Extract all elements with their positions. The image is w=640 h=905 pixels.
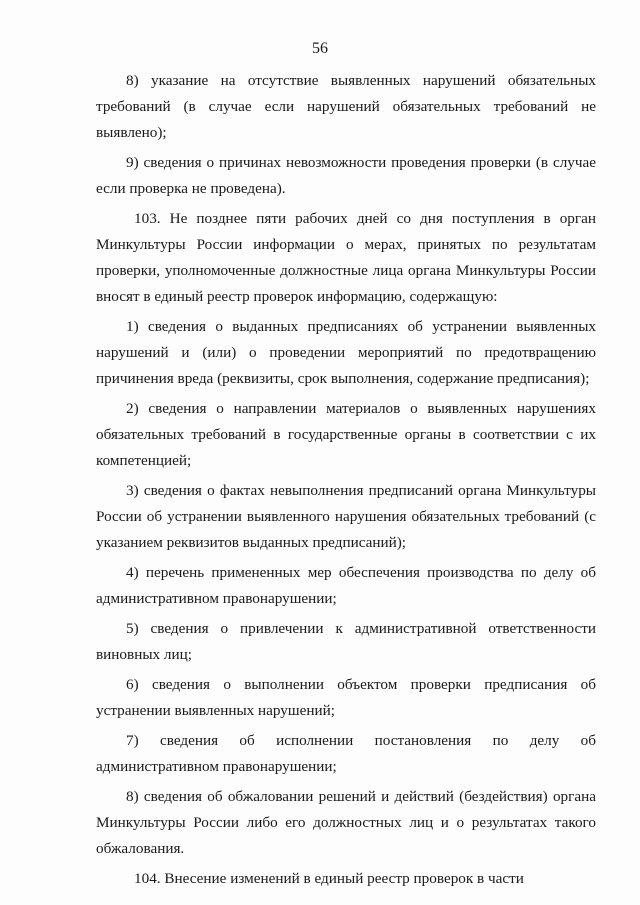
paragraph-item-1-prescriptions: 1) сведения о выданных предписаниях об устранении выявленных нарушений и (или) о проведении мероприятий по предотвращению причинения вреда (реквизиты, срок выполнения, содержание предписания); [96,318,596,387]
paragraph-item-5-liability: 5) сведения о привлечении к административной ответственности виновных лиц; [96,620,596,663]
paragraph-clause-103: 103. Не позднее пяти рабочих дней со дня поступления в орган Минкультуры России информации о мерах, принятых по результатам проверки, уполномоченные должностные лица органа Минкультуры России вносят в единый реестр проверок информацию, содержащую: [96,210,596,305]
paragraph-item-3-non-fulfillment: 3) сведения о фактах невыполнения предписаний органа Минкультуры России об устранении выявленного нарушения обязательных требований (с указанием реквизитов выданных предписаний); [96,482,596,551]
document-body [96,68,596,892]
paragraph-item-2-materials: 2) сведения о направлении материалов о выявленных нарушениях обязательных требований в государственные органы в соответствии с их компетенцией; [96,400,596,469]
paragraph-item-9-inspection-impossible: 9) сведения о причинах невозможности проведения проверки (в случае если проверка не проведена). [96,154,596,197]
paragraph-item-8-violations-absent: 8) указание на отсутствие выявленных нарушений обязательных требований (в случае если нарушений обязательных требований не выявлено); [96,72,596,141]
paragraph-item-7-resolution: 7) сведения об исполнении постановления по делу об административном правонарушении; [96,732,596,775]
paragraph-item-6-fulfillment: 6) сведения о выполнении объектом проверки предписания об устранении выявленных нарушений; [96,676,596,719]
page-number: 56 [312,40,328,57]
paragraph-item-8-appeal: 8) сведения об обжаловании решений и действий (бездействия) органа Минкультуры России либо его должностных лиц и о результатах такого обжалования. [96,788,596,857]
paragraph-item-4-measures: 4) перечень примененных мер обеспечения производства по делу об административном правонарушении; [96,564,596,607]
paragraph-clause-104: 104. Внесение изменений в единый реестр проверок в части [134,870,524,887]
